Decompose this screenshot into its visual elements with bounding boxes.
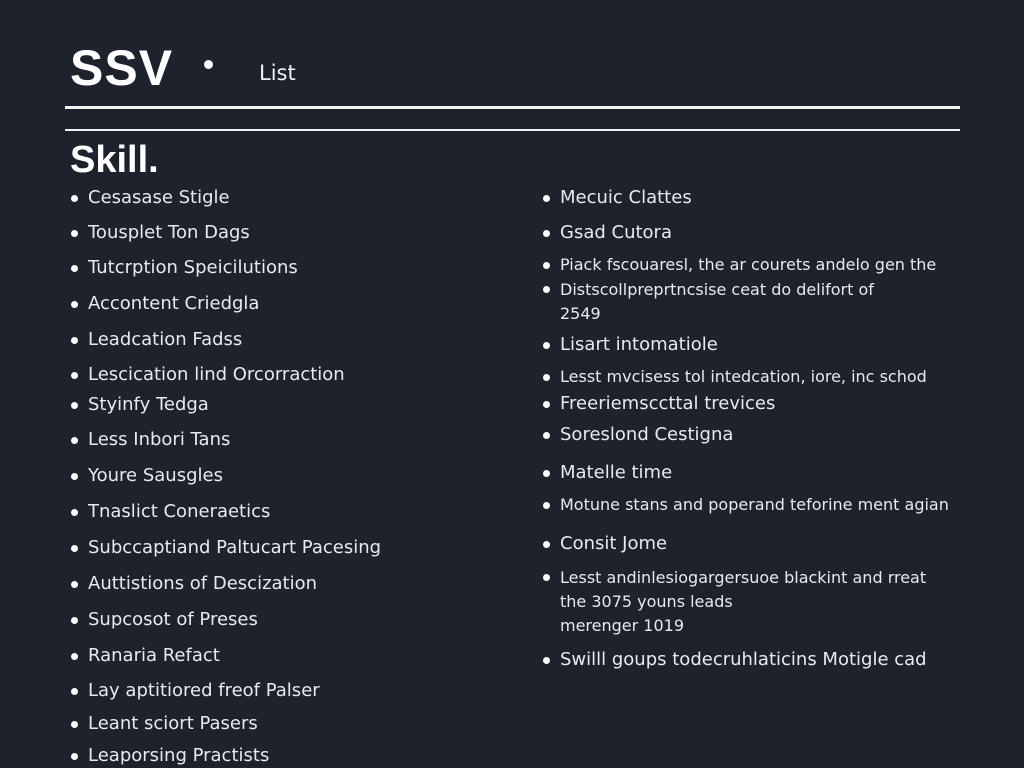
list-item-text: Piack fscouaresl, the ar courets andelo gen the [560,255,937,274]
bullet-icon [71,372,78,379]
list-item-text: Lisart intomatiole [560,334,718,355]
list-item-line: merenger 1019 [560,616,685,635]
bullet-icon [71,653,78,660]
list-item-text: Lesst mvcisess tol intedcation, iore, inc schod [560,367,927,386]
list-item-text [560,278,980,326]
bullet-icon [543,502,550,509]
list-item-line: Lesst andinlesiogargersuoe blackint and rreat [560,568,927,587]
bullet-icon [71,581,78,588]
bullet-icon [543,342,550,349]
bullet-icon [71,402,78,409]
page-subtitle: List [259,61,296,85]
list-item-text: Lescication lind Orcorraction [88,364,345,385]
bullet-icon [543,432,550,439]
list-item-text: Lay aptitiored freof Palser [88,680,320,701]
list-item-text: Auttistions of Descization [88,573,318,594]
divider-top [65,106,960,109]
list-item-text: Mecuic Clattes [560,187,692,208]
bullet-icon [71,230,78,237]
list-item-text: Accontent Criedgla [88,293,260,314]
separator-dot-icon [204,60,213,69]
list-item-text: Matelle time [560,462,673,483]
list-item-text: Leant sciort Pasers [88,713,258,734]
list-item-text: Tousplet Ton Dags [88,222,250,243]
divider-bottom [65,129,960,131]
section-heading: Skill. [70,139,159,181]
list-item-text: Ranaria Refact [88,645,220,666]
bullet-icon [543,541,550,548]
bullet-icon [543,574,550,581]
bullet-icon [71,337,78,344]
bullet-icon [543,230,550,237]
bullet-icon [71,545,78,552]
bullet-icon [543,195,550,202]
bullet-icon [543,401,550,408]
list-item-text: Tutcrption Speicilutions [88,257,298,278]
page-header [70,38,960,98]
list-item-line: 2549 [560,304,601,323]
list-item-text: Supcosot of Preses [88,609,258,630]
list-item-text: Consit Jome [560,533,668,554]
bullet-icon [71,195,78,202]
list-item-text: Tnaslict Coneraetics [88,501,271,522]
list-item-text: Subccaptiand Paltucart Pacesing [88,537,382,558]
list-item-text: Motune stans and poperand teforine ment agian [560,495,949,514]
list-item-text [560,566,980,638]
list-item-text: Cesasase Stigle [88,187,230,208]
list-item-text: Gsad Cutora [560,222,672,243]
bullet-icon [543,374,550,381]
bullet-icon [71,753,78,760]
app-logo: SSV [70,40,174,96]
bullet-icon [71,509,78,516]
list-item-text: Freeriemsccttal trevices [560,393,776,414]
list-item-text: Styinfy Tedga [88,394,209,415]
bullet-icon [71,617,78,624]
list-item-text: Less Inbori Tans [88,429,231,450]
bullet-icon [71,688,78,695]
list-item-line: Distscollpreprtncsise ceat do delifort of [560,280,874,299]
bullet-icon [71,437,78,444]
bullet-icon [543,657,550,664]
bullet-icon [71,265,78,272]
bullet-icon [71,721,78,728]
list-item-text: Leadcation Fadss [88,329,243,350]
list-item-text: Soreslond Cestigna [560,424,734,445]
bullet-icon [543,262,550,269]
bullet-icon [543,470,550,477]
list-item-text: Leaporsing Practists [88,745,270,766]
bullet-icon [543,286,550,293]
bullet-icon [71,473,78,480]
list-item-text: Youre Sausgles [88,465,223,486]
bullet-icon [71,301,78,308]
list-item-text: Swilll goups todecruhlaticins Motigle cad [560,649,927,670]
list-item-line: the 3075 youns leads [560,592,733,611]
